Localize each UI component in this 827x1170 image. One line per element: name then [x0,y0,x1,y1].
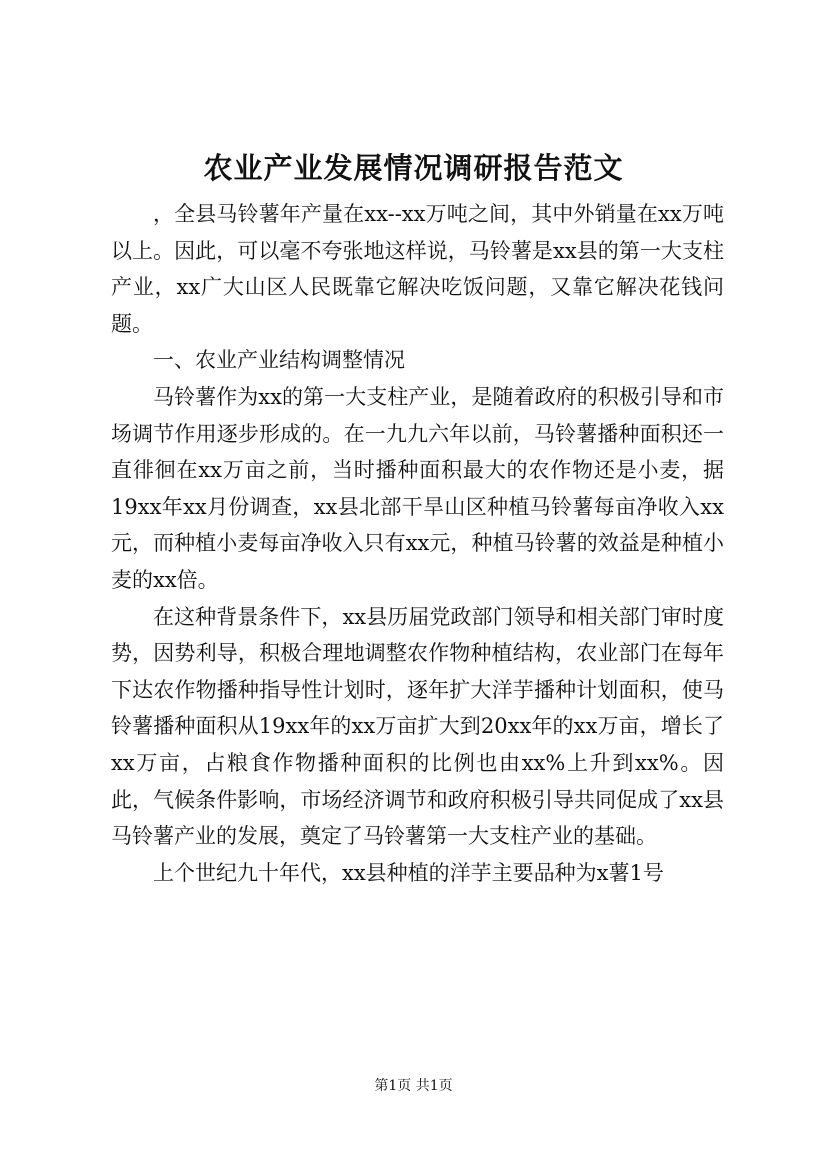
paragraph-varieties: 上个世纪九十年代，xx县种植的洋芋主要品种为x薯1号 [153,860,664,885]
paragraph-development: 马铃薯作为xx的第一大支柱产业，是随着政府的积极引导和市场调节作用逐步形成的。在一九九六年以前，马铃薯播种面积还一直徘徊在xx万亩之前，当时播种面积最大的农作物还是小麦，据19xx年xx月份调查，xx县北部干旱山区种植马铃薯每亩净收入xx元，而种植小麦每亩净收入只有xx元，种植马铃薯的效益是种植小麦的xx倍。 [111,384,724,592]
section-heading: 一、农业产业结构调整情况 [153,348,405,373]
document-title: 农业产业发展情况调研报告范文 [203,151,624,185]
page-footer: 第1页 共1页 [374,1078,453,1094]
paragraph-intro: ，全县马铃薯年产量在xx--xx万吨之间，其中外销量在xx万吨以上。因此，可以毫不夸张地这样说，马铃薯是xx县的第一大支柱产业，xx广大山区人民既靠它解决吃饭问题，又靠它解决花钱问题。 [111,202,724,336]
paragraph-policy: 在这种背景条件下，xx县历届党政部门领导和相关部门审时度势，因势利导，积极合理地调整农作物种植结构，农业部门在每年下达农作物播种指导性计划时，逐年扩大洋芋播种计划面积，使马铃薯播种面积从19xx年的xx万亩扩大到20xx年的xx万亩，增长了xx万亩，占粮食作物播种面积的比例也由xx%上升到xx%。因此，气候条件影响，市场经济调节和政府积极引导共同促成了xx县马铃薯产业的发展，奠定了马铃薯第一大支柱产业的基础。 [111,604,724,849]
document-body [111,196,724,891]
